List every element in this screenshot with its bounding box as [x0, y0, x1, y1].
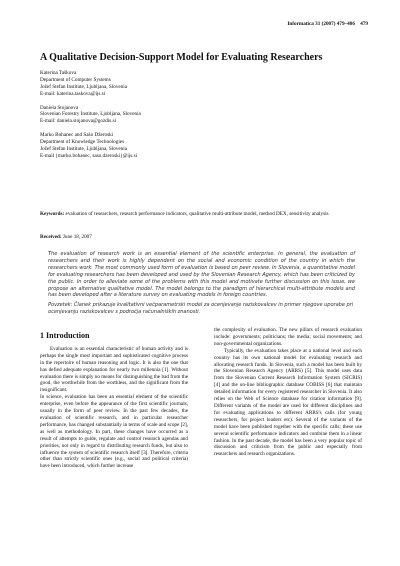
author-list	[40, 70, 370, 167]
author-name: Marko Bohanec and Sašo Džeroski	[40, 132, 114, 139]
left-column	[40, 333, 188, 470]
journal-reference: Informatica 31 (2007) 479–486	[287, 21, 355, 27]
author-name: Daniela Stojanova	[40, 104, 79, 111]
povzetek: Povzetek: Članek prikazuje kvalitativni večparametrski model za ocenjevanje raziskovalcev in primer njegove uporabe pri ocenjevanju raziskovalcev s področja računalniških znanosti.	[48, 302, 354, 315]
author-email: E-mail {marko.bohanec, saso.dzeroski}@ijs.si	[40, 152, 138, 159]
paragraph: In science, evaluation has been an essential element of the scientific enterprise, even before the appearance of the first scientific journals, usually in the form of peer review. In the past few decades, the evaluation of scientific research, and in particular researcher performance, has changed substantially in terms of scale and scope [2], as well as methodology. In part, these changes have occurred as a result of attempts to guide, regulate and control research agendas and priorities, not only in regard to distributing research funds, but also to influence the system of scientific research itself [3]. Therefore, criteria other than strictly scientific ones (e.g., social and political criteria) have been introduced, which further increase	[40, 394, 188, 470]
received-value: June 18, 2007	[62, 234, 92, 240]
abstract: The evaluation of research work is an essential element of the scientific enterprise. In general, the evaluation of researchers and their work is highly dependent on the social and economic condition of the country in which the researchers work. The most commonly used form of evaluation is based on peer review. In Slovenia, a quantitative model for evaluating researchers has been developed and used by the Slovenian Research Agency, which has been criticized by the public. In order to alleviate some of the problems with this model and motivate further discussion on this issue, we propose an alternative qualitative model. The model belongs to the paradigm of hierarchical multi-attribute models and has been developed after a literature survey on evaluating models in foreign countries.	[48, 251, 355, 299]
author-institution: Slovenian Forestry Institute, Ljubljana, Slovenia	[40, 111, 141, 118]
paper-title: A Qualitative Decision-Support Model for Evaluating Researchers	[40, 52, 323, 63]
received-label: Received:	[40, 234, 62, 240]
paragraph: Typically, the evaluation takes place at a national level and each country has its own national model for evaluating research and allocating research funds. In Slovenia, such a model has been built by the Slovenian Research Agency (ARRS) [5]. This model uses data from the Slovenian Current Research Information System (SICRIS) [4] and the on-line bibliographic database COBISS [6] that maintain detailed information for every registered researcher in Slovenia. It also relies on the Web of Science database for citation information [9]. Different variants of the model are used for different disciplines and for evaluating applications to different ARRS's calls (for young researchers, for project leaders etc). Several of the variants of the model have been published together with the specific calls; these use several scientific performance indicators and combine them in a linear fashion. In the past decade, the model has been a very popular topic of discussion and criticism from the public and especially from researchers and research organizations.	[214, 347, 362, 458]
keywords	[40, 211, 360, 218]
running-head	[287, 21, 368, 27]
author-block-2	[40, 105, 370, 126]
page-number: 479	[360, 21, 368, 27]
author-email: E-mail: daniela.stojanova@gozdis.si	[40, 118, 117, 125]
keywords-text: evaluation of researchers, research performance indicators, qualitative multi-attribute model, method DEX, sensitivity analysis	[65, 211, 329, 217]
paragraph: the complexity of evaluation. The new pillars of research evaluation include: governments; politicians; the media; social movements; and non-governmental organizations.	[214, 327, 362, 347]
author-name: Katerina Taškova	[40, 70, 77, 76]
author-institution: Jožef Stefan Institute, Ljubljana, Slovenia	[40, 83, 128, 90]
keywords-label: Keywords:	[40, 211, 65, 217]
author-block-1	[40, 70, 370, 98]
author-affiliation: Department of Knowledge Technologies	[40, 139, 125, 146]
author-institution: Jožef Stefan Institute, Ljubljana, Slovenia	[40, 145, 128, 152]
section-heading: 1 Introduction	[40, 331, 90, 340]
paragraph: Evaluation is an essential characteristic of human activity and is perhaps the single most important and sophisticated cognitive process in the repertoire of human reasoning and logic. It is also the one that has defied adequate explanation for nearly two millennia [1]. Without evaluation there is simply no means for distinguishing the bad from the good, the worthwhile from the worthless, and the significant from the insignificant.	[40, 345, 188, 394]
author-affiliation: Department of Computer Systems	[40, 76, 111, 83]
right-column	[214, 327, 362, 458]
author-block-3	[40, 132, 370, 160]
received-date	[40, 234, 92, 240]
author-email: E-mail: katerina.taskova@ijs.si	[40, 90, 106, 97]
